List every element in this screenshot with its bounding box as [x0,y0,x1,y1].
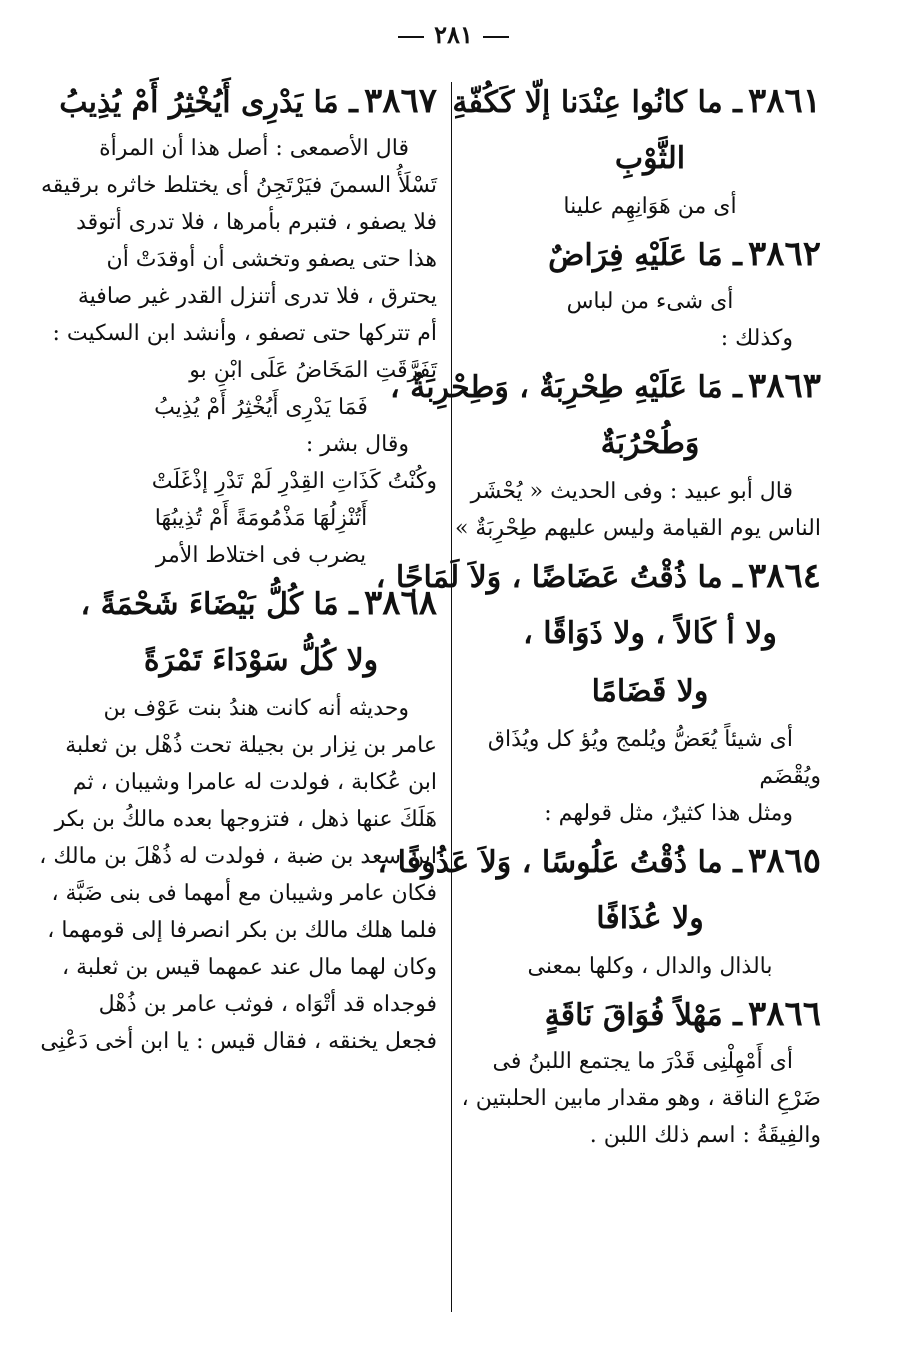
proverb-number: ٣٨٦٦ [747,994,821,1034]
proverb-continuation: ولا عُذَافًا [596,901,704,936]
explanation-line: ضَرْعِ الناقة ، وهو مقدار مابين الحلبتين ، [461,1086,821,1111]
proverb-number: ٣٨٦٥ [747,841,821,881]
explanation-line: وقال بشر : [305,432,409,457]
explanation-line: يحترق ، فلا تدرى أتنزل القدر غير صافية [77,284,437,309]
proverb-text: ـ مَا كُلُّ بَيْضَاءَ شَحْمَةً ، [80,587,358,622]
page-number [0,20,907,49]
proverb-text: ـ مَهْلاً فُوَاقَ نَاقَةٍ [544,998,742,1033]
explanation-line: هَلَكَ عنها ذهل ، فتزوجها بعده مالكُ بن بكر [54,807,437,832]
proverb-number: ٣٨٦٢ [747,234,821,274]
proverb-text: ـ ما ذُقْتُ عَضَاضًا ، وَلاَ لَمَاجًا ، [375,560,742,595]
verse-line: تَفَرَّقَتِ المَخَاضُ عَلَى ابْنِ بو [189,358,437,383]
proverb-number: ٣٨٦٣ [747,366,821,406]
explanation-line: فوجداه قد أتْوَاه ، فوثب عامر بن ذُهْل [98,992,437,1017]
proverb-heading [59,72,437,130]
verse-line: وكُنْتُ كَذَاتِ القِدْرِ لَمْ تَدْرِ إذْغَلَتْ [151,469,437,494]
explanation-line: ابن سعد بن ضبة ، فولدت له ذُهْلَ بن مالك ، [39,844,437,869]
column-divider [451,82,452,1312]
explanation-line: ابن عُكابة ، فولدت له عامرا وشيبان ، ثم [72,770,437,795]
explanation-line: هذا حتى يصفو وتخشى أن أوقدَتْ أن [106,247,437,272]
proverb-continuation: الثَّوْبِ [614,141,686,176]
explanation-line: وكان لهما مال عند عمهما قيس بن ثعلبة ، [62,955,437,980]
explanation-line: قال أبو عبيد : وفى الحديث « يُحْشَر [470,479,793,504]
verse-line: أَتُنْزِلُهَا مَذْمُومَةً أَمْ تُذِيبُهَا [154,506,368,531]
explanation-line: فجعل يخنقه ، فقال قيس : يا ابن أخى دَعْنِى [40,1029,437,1054]
explanation-line: أى شىء من لباس [566,289,734,314]
explanation-line: أم تتركها حتى تصفو ، وأنشد ابن السكيت : [52,321,437,346]
explanation-line: أى من هَوَانِهِم علينا [563,194,737,219]
explanation-line: وحديثه أنه كانت هندُ بنت عَوْف بن [103,696,409,721]
explanation-line: قال الأصمعى : أصل هذا أن المرأة [99,136,409,161]
proverb-heading [377,832,821,890]
proverb-continuation: ولا كُلُّ سَوْدَاءَ تَمْرَةً [143,643,379,678]
verse-line: فَمَا يَدْرِى أَيُخْثِرُ أَمْ يُذِيبُ [154,395,368,420]
proverb-heading [80,574,437,632]
proverb-text: ـ ما ذُقْتُ عَلُوسًا ، وَلاَ عَذُوفًا ، [377,845,742,880]
explanation-line: بالذال والدال ، وكلها بمعنى [527,954,773,979]
proverb-text: ـ ما كانُوا عِنْدَنا إلّا كَكُفّةِ [452,85,742,120]
proverb-continuation: ولا قَضَامًا [591,674,709,709]
explanation-line: فكان عامر وشيبان مع أمهما فى بنى ضَبَّة ، [51,881,437,906]
proverb-number: ٣٨٦٤ [747,556,821,596]
explanation-line: فلما هلك مالك بن بكر انصرفا إلى قومهما ، [47,918,437,943]
proverb-text: ـ مَا عَلَيْهِ فِرَاضٌ [548,238,742,273]
explanation-line: ومثل هذا كثيرٌ، مثل قولهم : [544,801,793,826]
left-column [39,72,437,1060]
proverb-text: ـ مَا عَلَيْهِ طِحْرِبَةٌ ، وَطِحْرِبَةٌ ، [390,370,742,405]
proverb-continuation: وَطُحْرُبَةٌ [600,426,700,461]
proverb-number: ٣٨٦٨ [363,583,437,623]
dash-right [483,36,509,38]
explanation-line: أى أَمْهِلْنِى قَدْرَ ما يجتمع اللبنُ فى [492,1049,793,1074]
proverb-heading [390,357,821,415]
explanation-line: تَسْلَأُ السمنَ فيَرْتَجِنُ أى يختلط خاثره برقيقه [41,173,437,198]
explanation-line: ويُقْضَم [759,764,821,789]
dash-left [398,36,424,38]
proverb-heading [375,547,821,605]
proverb-heading [452,72,821,130]
proverb-heading [479,225,821,283]
proverb-number: ٣٨٦٧ [363,81,437,121]
explanation-line: والفِيقَةُ : اسم ذلك اللبن . [589,1123,821,1148]
explanation-line: أى شيئاً يُعَضُّ ويُلمج ويُؤ كل ويُذَاق [487,727,793,752]
proverb-heading [479,985,821,1043]
proverb-text: ـ مَا يَدْرِى أَيُخْثِرُ أَمْ يُذِيبُ [59,85,358,120]
page-number-text: ٢٨١ [434,20,473,49]
explanation-line: عامر بن نِزار بن بجيلة تحت ذُهْل بن ثعلبة [65,733,437,758]
explanation-line: الناس يوم القيامة وليس عليهم طِحْرِبَةٌ » [454,516,821,541]
explanation-line: فلا يصفو ، فتبرم بأمرها ، فلا تدرى أتوقد [76,210,437,235]
proverb-number: ٣٨٦١ [747,81,821,121]
explanation-line: يضرب فى اختلاط الأمر [155,543,367,568]
proverb-continuation: ولا أ كَالاً ، ولا ذَوَاقًا ، [523,616,777,651]
explanation-line: وكذلك : [720,326,793,351]
